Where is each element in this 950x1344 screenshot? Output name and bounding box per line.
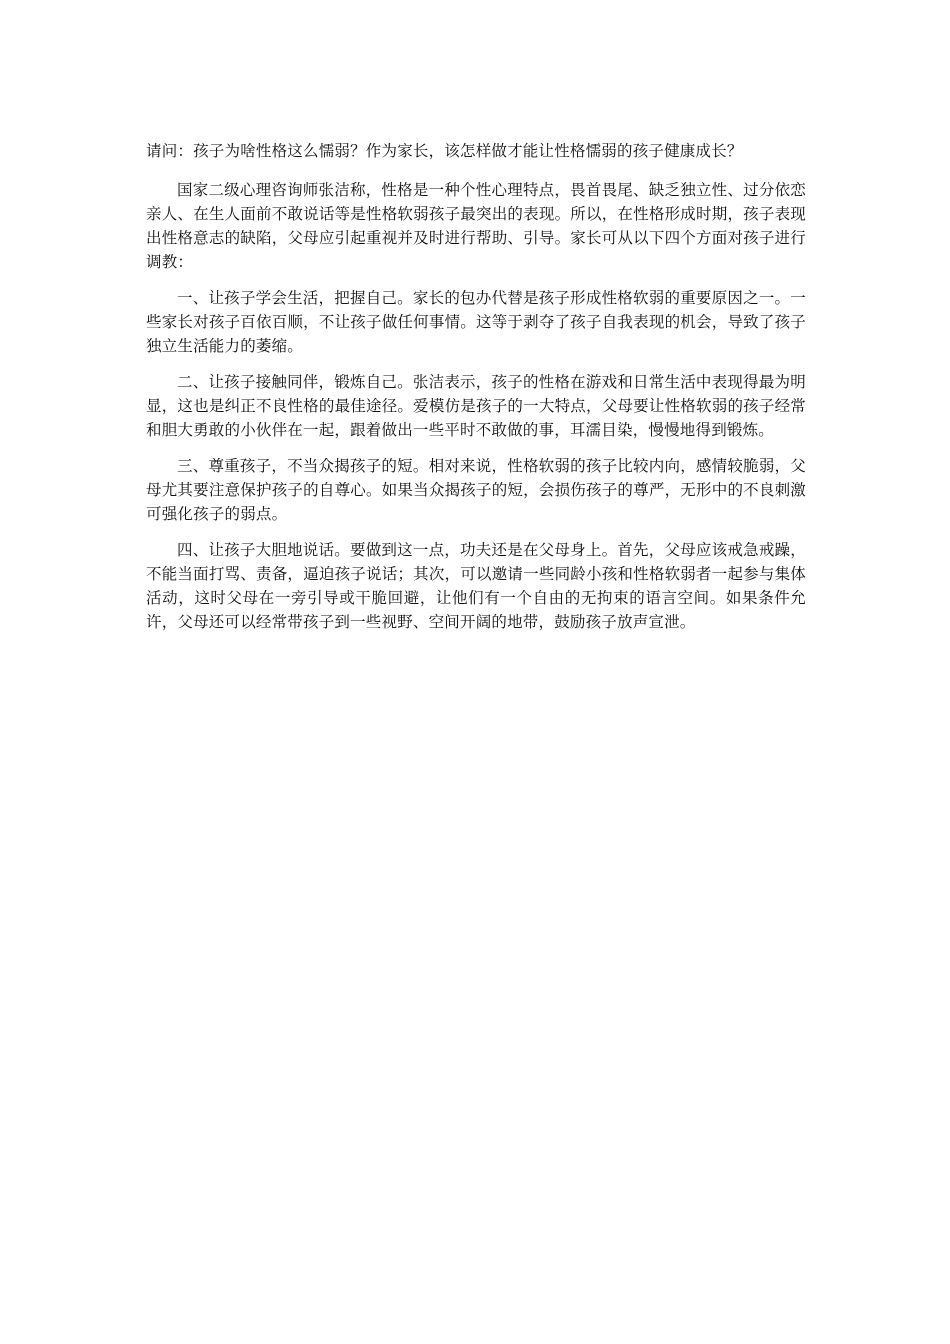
intro-paragraph: 国家二级心理咨询师张洁称，性格是一种个性心理特点，畏首畏尾、缺乏独立性、过分依恋亲人、在生人面前不敢说话等是性格软弱孩子最突出的表现。所以，在性格形成时期，孩子表现出性格意志的缺陷，父母应引起重视并及时进行帮助、引导。家长可从以下四个方面对孩子进行调教： [146,181,806,271]
point-paragraph-2: 二、让孩子接触同伴，锻炼自己。张洁表示，孩子的性格在游戏和日常生活中表现得最为明显，这也是纠正不良性格的最佳途径。爱模仿是孩子的一大特点，父母要让性格软弱的孩子经常和胆大勇敢的小伙伴在一起，跟着做出一些平时不敢做的事，耳濡目染，慢慢地得到锻炼。 [146,373,806,439]
question-paragraph: 请问：孩子为啥性格这么懦弱？作为家长，该怎样做才能让性格懦弱的孩子健康成长？ [146,142,743,160]
point-paragraph-4: 四、让孩子大胆地说话。要做到这一点，功夫还是在父母身上。首先，父母应该戒急戒躁，不能当面打骂、责备，逼迫孩子说话；其次，可以邀请一些同龄小孩和性格软弱者一起参与集体活动，这时父母在一旁引导或干脆回避，让他们有一个自由的无拘束的语言空间。如果条件允许，父母还可以经常带孩子到一些视野、空间开阔的地带，鼓励孩子放声宣泄。 [146,541,806,631]
point-paragraph-1: 一、让孩子学会生活，把握自己。家长的包办代替是孩子形成性格软弱的重要原因之一。一些家长对孩子百依百顺，不让孩子做任何事情。这等于剥夺了孩子自我表现的机会，导致了孩子独立生活能力的萎缩。 [146,289,806,355]
article-body [146,139,806,646]
point-paragraph-3: 三、尊重孩子，不当众揭孩子的短。相对来说，性格软弱的孩子比较内向，感情较脆弱，父母尤其要注意保护孩子的自尊心。如果当众揭孩子的短，会损伤孩子的尊严，无形中的不良刺激可强化孩子的弱点。 [146,457,806,523]
